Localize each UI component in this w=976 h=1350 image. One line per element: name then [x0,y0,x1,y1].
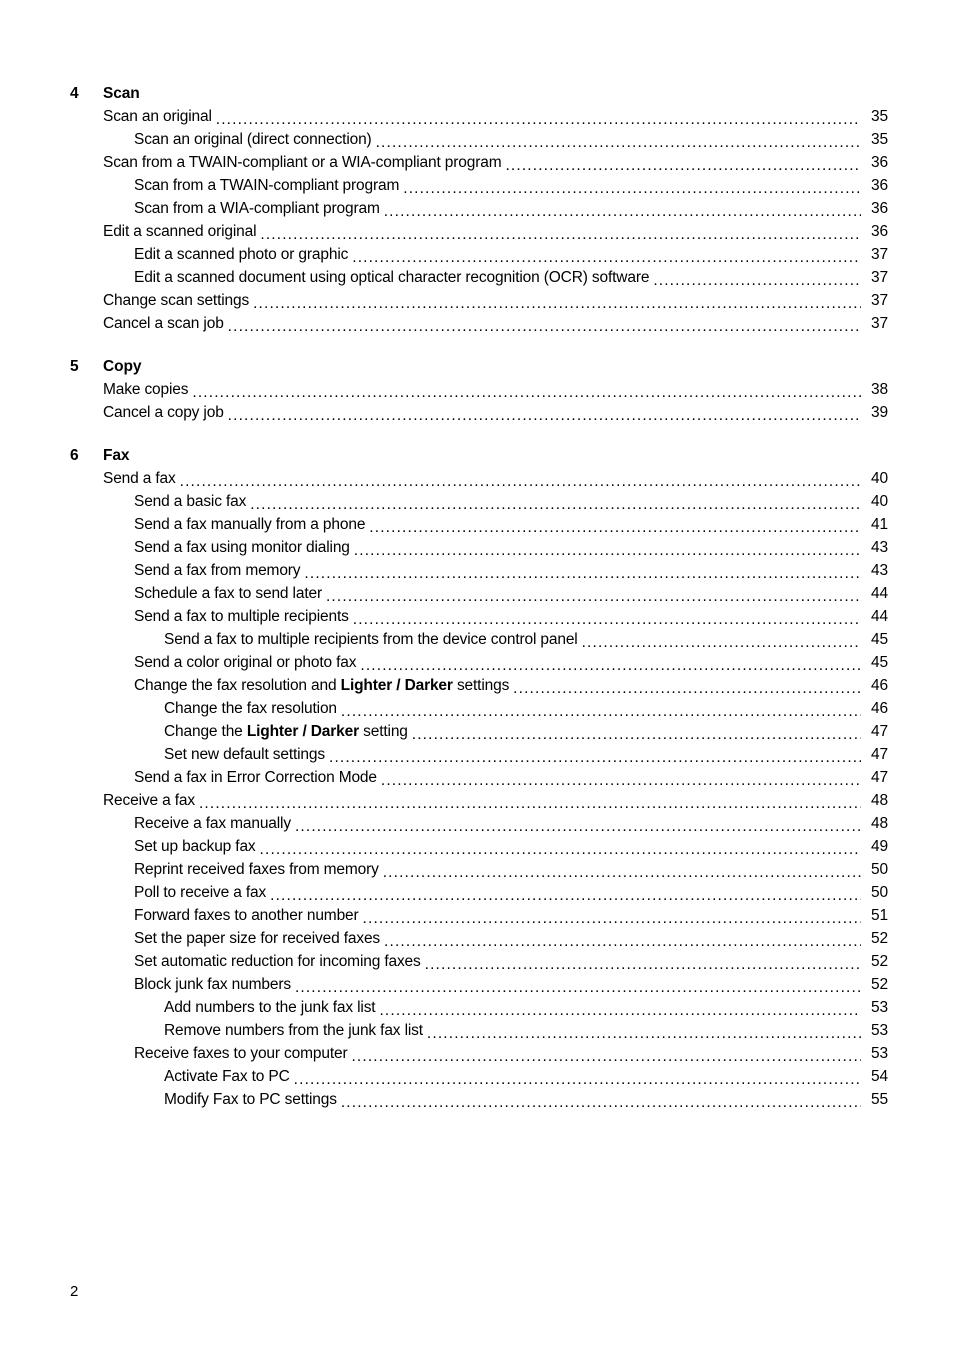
toc-entry[interactable] [70,312,888,335]
toc-entry[interactable] [70,513,888,536]
toc-entry-label: Send a fax manually from a phone [134,516,366,533]
toc-entry[interactable] [70,243,888,266]
dot-leader [304,566,861,581]
toc-entry-page-number: 46 [871,700,888,717]
toc-entry-label: Receive faxes to your computer [134,1045,348,1062]
dot-leader [351,1049,861,1064]
toc-entry-label: Set up backup fax [134,838,256,855]
toc-entry-label: Scan an original (direct connection) [134,131,372,148]
toc-entry-label: Send a fax in Error Correction Mode [134,769,377,786]
toc-entry-label: Send a fax to multiple recipients [134,608,349,625]
chapter-number: 6 [70,447,79,464]
toc-entry-label: Add numbers to the junk fax list [164,999,376,1016]
toc-entry-label: Reprint received faxes from memory [134,861,379,878]
toc-entry[interactable] [70,605,888,628]
toc-entry-label: Change the fax resolution [164,700,337,717]
toc-entry[interactable] [70,858,888,881]
chapter-title: Copy [103,358,142,375]
chapter-number: 4 [70,85,79,102]
toc-entry-label: Remove numbers from the junk fax list [164,1022,423,1039]
dot-leader [384,204,861,219]
toc-entry-label: Make copies [103,381,189,398]
dot-leader [352,250,861,265]
toc-entry-page-number: 36 [871,154,888,171]
chapter-heading[interactable] [70,444,888,467]
toc-entry-label: Cancel a copy job [103,404,224,421]
toc-entry-label: Send a fax from memory [134,562,301,579]
toc-entry-label: Send a fax [103,470,176,487]
dot-leader [425,957,861,972]
toc-entry-label: Send a color original or photo fax [134,654,357,671]
toc-entry[interactable] [70,582,888,605]
dot-leader [354,543,861,558]
toc-entry-page-number: 50 [871,861,888,878]
dot-leader [383,865,861,880]
toc-entry-label: Edit a scanned original [103,223,257,240]
toc-entry[interactable] [70,1088,888,1111]
toc-entry-page-number: 35 [871,131,888,148]
toc-entry[interactable] [70,490,888,513]
toc-entry-page-number: 43 [871,562,888,579]
dot-leader [505,158,861,173]
toc-entry-label: Poll to receive a fax [134,884,267,901]
dot-leader [295,980,861,995]
toc-entry-page-number: 40 [871,470,888,487]
toc-entry-label: Scan from a TWAIN-compliant program [134,177,400,194]
toc-entry[interactable] [70,651,888,674]
chapter-number: 5 [70,358,79,375]
toc-entry-label: Change the Lighter / Darker setting [164,723,408,740]
dot-leader [216,112,861,127]
toc-entry[interactable] [70,812,888,835]
toc-entry-page-number: 48 [871,815,888,832]
toc-entry-page-number: 44 [871,608,888,625]
toc-entry-label: Scan an original [103,108,212,125]
toc-entry-page-number: 36 [871,223,888,240]
toc-entry-label: Cancel a scan job [103,315,224,332]
toc-entry-label: Change scan settings [103,292,250,309]
toc-entry-page-number: 54 [871,1068,888,1085]
dot-leader [363,911,861,926]
dot-leader [376,135,861,150]
toc-entry[interactable] [70,559,888,582]
toc-entry[interactable] [70,743,888,766]
toc-entry-label: Edit a scanned photo or graphic [134,246,349,263]
dot-leader [353,612,861,627]
chapter-block [70,355,888,424]
toc-entry[interactable] [70,674,888,697]
dot-leader [329,750,861,765]
chapter-heading[interactable] [70,355,888,378]
toc-entry-label: Activate Fax to PC [164,1068,290,1085]
toc-entry[interactable] [70,536,888,559]
toc-entry-label: Send a fax using monitor dialing [134,539,350,556]
dot-leader [260,842,861,857]
toc-entry[interactable] [70,835,888,858]
toc-entry[interactable] [70,1019,888,1042]
toc-entry[interactable] [70,789,888,812]
toc-entry-label: Send a fax to multiple recipients from the device control panel [164,631,578,648]
toc-entry-label: Receive a fax manually [134,815,291,832]
dot-leader [250,497,861,512]
toc-entry-page-number: 36 [871,200,888,217]
dot-leader [341,1095,861,1110]
toc-entry-label: Scan from a WIA-compliant program [134,200,380,217]
toc-entry-page-number: 46 [871,677,888,694]
toc-entry[interactable] [70,996,888,1019]
toc-entry-page-number: 53 [871,1045,888,1062]
toc-entry-page-number: 41 [871,516,888,533]
toc-entry-page-number: 45 [871,631,888,648]
dot-leader [326,589,861,604]
chapter-title: Fax [103,447,130,464]
toc-entry-page-number: 52 [871,930,888,947]
toc-entry-page-number: 39 [871,404,888,421]
toc-entry[interactable] [70,467,888,490]
dot-leader [360,658,861,673]
toc-entry-page-number: 50 [871,884,888,901]
toc-entry[interactable] [70,904,888,927]
toc-entry-page-number: 53 [871,999,888,1016]
toc-entry[interactable] [70,401,888,424]
toc-entry-page-number: 47 [871,723,888,740]
dot-leader [260,227,861,242]
toc-entry[interactable] [70,197,888,220]
dot-leader [295,819,861,834]
toc-entry-page-number: 47 [871,746,888,763]
dot-leader [379,1003,861,1018]
toc-entry[interactable] [70,220,888,243]
toc-entry-label: Send a basic fax [134,493,247,510]
toc-entry-page-number: 37 [871,292,888,309]
toc-entry[interactable] [70,950,888,973]
toc-entry[interactable] [70,128,888,151]
toc-entry-page-number: 37 [871,315,888,332]
toc-entry-page-number: 48 [871,792,888,809]
dot-leader [381,773,861,788]
dot-leader [228,319,861,334]
toc-entry-page-number: 52 [871,976,888,993]
dot-leader [228,408,861,423]
toc-entry[interactable] [70,766,888,789]
dot-leader [427,1026,861,1041]
toc-entry-label: Scan from a TWAIN-compliant or a WIA-compliant program [103,154,502,171]
toc-entry-page-number: 45 [871,654,888,671]
toc-entry-page-number: 43 [871,539,888,556]
dot-leader [582,635,861,650]
toc-entry[interactable] [70,151,888,174]
dot-leader [253,296,861,311]
toc-entry[interactable] [70,927,888,950]
dot-leader [270,888,861,903]
toc-entry-label: Block junk fax numbers [134,976,291,993]
toc-entry-label: Modify Fax to PC settings [164,1091,337,1108]
toc-entry-label: Set automatic reduction for incoming faxes [134,953,421,970]
toc-entry[interactable] [70,697,888,720]
toc-entry[interactable] [70,973,888,996]
toc-entry-page-number: 55 [871,1091,888,1108]
toc-entry-page-number: 44 [871,585,888,602]
dot-leader [384,934,861,949]
toc-entry-label: Set the paper size for received faxes [134,930,381,947]
dot-leader [294,1072,861,1087]
chapter-block [70,82,888,335]
table-of-contents [70,82,888,1111]
chapter-heading[interactable] [70,82,888,105]
toc-entry[interactable] [70,881,888,904]
toc-entry[interactable] [70,174,888,197]
toc-entry-label: Set new default settings [164,746,325,763]
toc-entry-label: Receive a fax [103,792,195,809]
dot-leader [199,796,861,811]
toc-entry[interactable] [70,105,888,128]
dot-leader [369,520,861,535]
toc-entry-page-number: 37 [871,269,888,286]
toc-entry-label: Edit a scanned document using optical character recognition (OCR) software [134,269,650,286]
toc-entry-page-number: 40 [871,493,888,510]
toc-entry-page-number: 36 [871,177,888,194]
dot-leader [192,385,861,400]
dot-leader [403,181,861,196]
toc-entry-page-number: 53 [871,1022,888,1039]
toc-entry-page-number: 52 [871,953,888,970]
dot-leader [341,704,861,719]
toc-entry[interactable] [70,289,888,312]
chapter-title: Scan [103,85,140,102]
toc-entry[interactable] [70,266,888,289]
dot-leader [513,681,861,696]
toc-entry[interactable] [70,378,888,401]
toc-entry-page-number: 35 [871,108,888,125]
dot-leader [653,273,861,288]
toc-entry-label: Change the fax resolution and Lighter / Darker settings [134,677,510,694]
toc-entry-label: Schedule a fax to send later [134,585,322,602]
dot-leader [412,727,861,742]
toc-entry[interactable] [70,628,888,651]
footer-page-number: 2 [70,1283,79,1300]
dot-leader [180,474,861,489]
toc-entry[interactable] [70,1042,888,1065]
toc-entry[interactable] [70,720,888,743]
toc-entry-label: Forward faxes to another number [134,907,359,924]
toc-entry-page-number: 51 [871,907,888,924]
toc-entry-page-number: 49 [871,838,888,855]
toc-entry[interactable] [70,1065,888,1088]
chapter-block [70,444,888,1111]
toc-entry-page-number: 47 [871,769,888,786]
toc-entry-page-number: 37 [871,246,888,263]
toc-entry-page-number: 38 [871,381,888,398]
